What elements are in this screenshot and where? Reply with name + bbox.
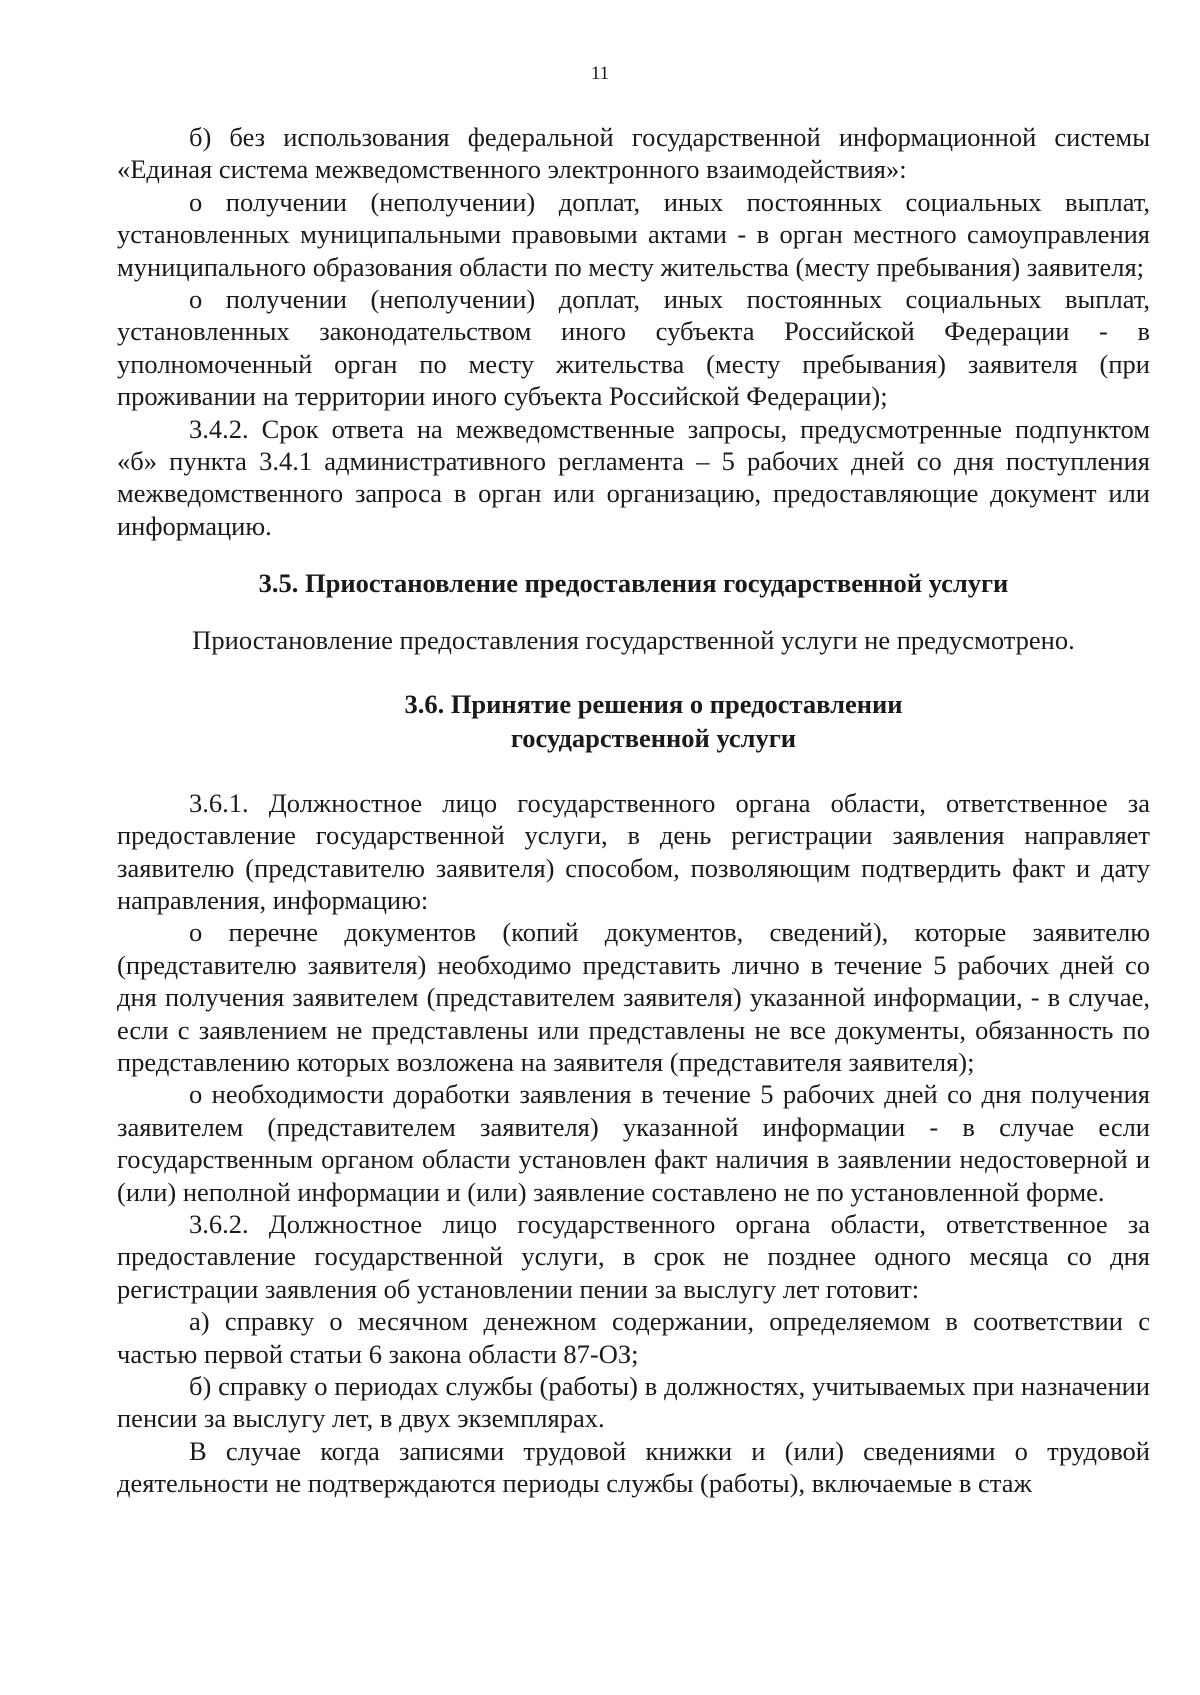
page-number: 11 bbox=[590, 63, 610, 84]
paragraph-3-6-1: 3.6.1. Должностное лицо государственного органа области, ответственное за предоставление государственной услуги, в день регистрации заявления направляет заявителю (представителю заявителя) способом, позволяющим подтвердить факт и дату направления, информацию: bbox=[117, 787, 1150, 915]
paragraph-document-list: о перечне документов (копий документов, сведений), которые заявителю (представителю заявителя) необходимо представить лично в течение 5 рабочих дней со дня получения заявителем (представителем заявителя) указанной информации, - в случае, если с заявлением не представлены или представлены не все документы, обязанность по представлению которых возложена на заявителя (представителя заявителя); bbox=[117, 917, 1150, 1077]
section-heading-3-5: 3.5. Приостановление предоставления государственной услуги bbox=[258, 568, 1009, 599]
section-heading-3-6-line2: государственной услуги bbox=[510, 722, 797, 753]
document-body bbox=[117, 121, 1150, 1500]
paragraph-3-6-2-b: б) справку о периодах службы (работы) в должностях, учитываемых при назначении пенсии за выслугу лет, в двух экземплярах. bbox=[117, 1371, 1150, 1434]
paragraph-work-record-case: В случае когда записями трудовой книжки и (или) сведениями о трудовой деятельности не подтверждаются периоды службы (работы), включаемые в стаж bbox=[117, 1435, 1150, 1499]
section-heading-3-6-line1: 3.6. Принятие решения о предоставлении bbox=[404, 688, 903, 719]
paragraph-municipal-payments: о получении (неполучении) доплат, иных постоянных социальных выплат, установленных муниципальными правовыми актами - в орган местного самоуправления муниципального образования области по месту жительства (месту пребывания) заявителя; bbox=[117, 186, 1150, 282]
section-heading-3-6 bbox=[117, 687, 1150, 755]
paragraph-suspension-note: Приостановление предоставления государственной услуги не предусмотрено. bbox=[192, 625, 1075, 656]
paragraph-3-4-1-b: б) без использования федеральной государственной информационной системы «Единая система межведомственного электронного взаимодействия»: bbox=[117, 122, 1150, 185]
paragraph-regional-payments: о получении (неполучении) доплат, иных постоянных социальных выплат, установленных законодательством иного субъекта Российской Федерации - в уполномоченный орган по месту жительства (месту пребывания) заявителя (при проживании на территории иного субъекта Российской Федерации); bbox=[117, 284, 1150, 412]
paragraph-3-6-2-a: а) справку о месячном денежном содержании, определяемом в соответствии с частью первой статьи 6 закона области 87-ОЗ; bbox=[117, 1306, 1150, 1369]
paragraph-revision-required: о необходимости доработки заявления в течение 5 рабочих дней со дня получения заявителем (представителем заявителя) указанной информации - в случае если государственным органом области установлен факт наличия в заявлении недостоверной и (или) неполной информации и (или) заявление составлено не по установленной форме. bbox=[117, 1079, 1150, 1207]
paragraph-3-6-2: 3.6.2. Должностное лицо государственного органа области, ответственное за предоставление государственной услуги, в срок не позднее одного месяца со дня регистрации заявления об установлении пении за выслугу лет готовит: bbox=[117, 1208, 1150, 1304]
paragraph-3-4-2: 3.4.2. Срок ответа на межведомственные запросы, предусмотренные подпунктом «б» пункта 3.4.1 административного регламента – 5 рабочих дней со дня поступления межведомственного запроса в орган или организацию, предоставляющие документ или информацию. bbox=[117, 413, 1150, 541]
